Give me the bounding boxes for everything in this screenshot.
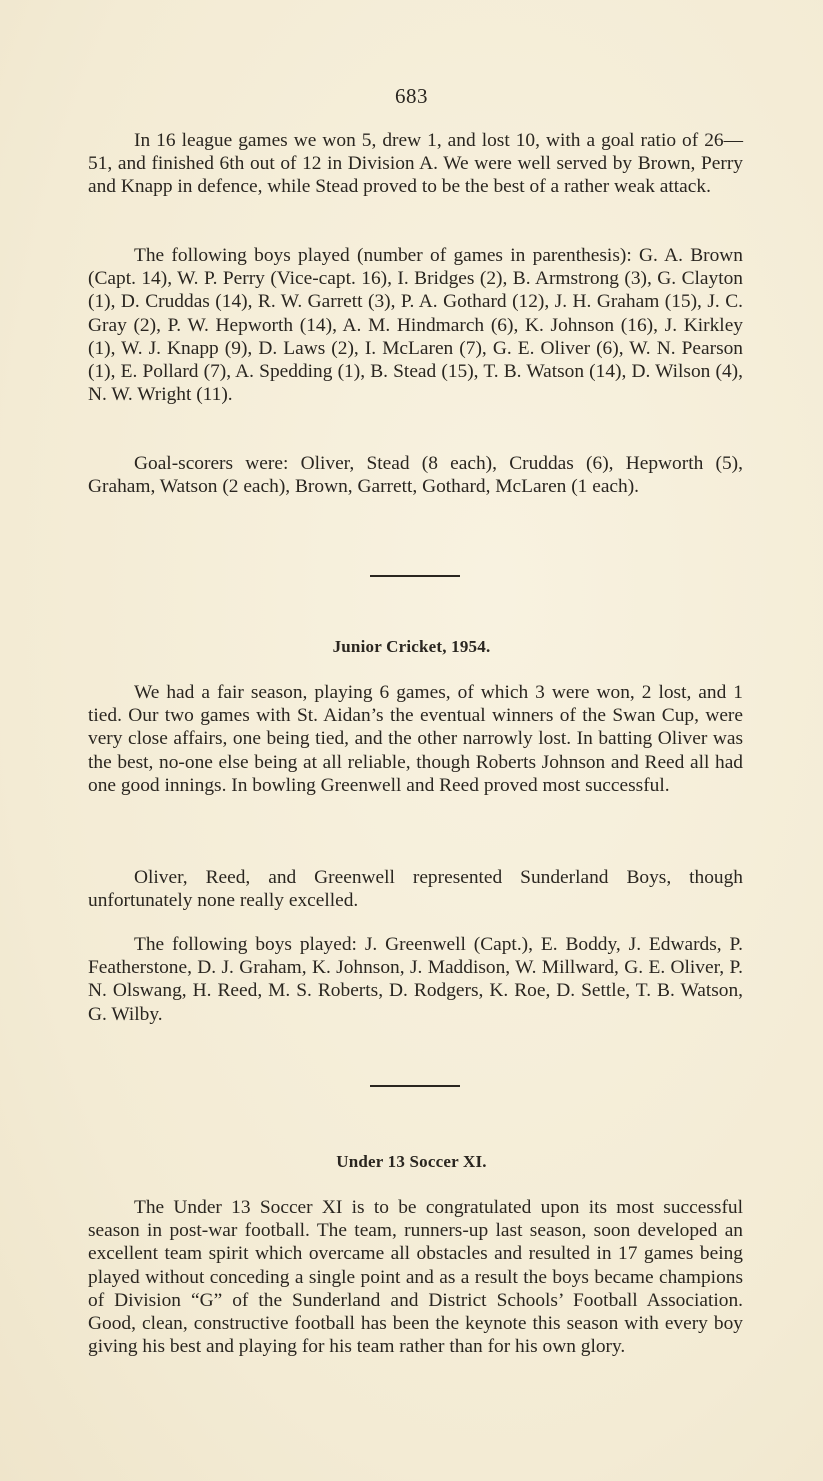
section-divider xyxy=(370,575,460,577)
paragraph-text: We had a fair season, playing 6 games, of which 3 were won, 2 lost, and 1 tied. Our two games with St. Aidan’s the eventual winners of the Swan Cup, were very close affairs, one being tied, and the other narrowly lost. In batting Oliver was the best, no-one else being at all reliable, though Roberts Johnson and Reed all had one good innings. In bowling Greenwell and Reed proved most successful. xyxy=(88,682,743,796)
paragraph-cricket-season xyxy=(88,681,743,797)
section-heading-under-13: Under 13 Soccer XI. xyxy=(336,1152,487,1171)
paragraph-text: In 16 league games we won 5, drew 1, and lost 10, with a goal ratio of 26—51, and finished 6th out of 12 in Division A. We were well served by Brown, Perry and Knapp in defence, while Stead proved to be the best of a rather weak attack. xyxy=(88,130,743,198)
paragraph-cricket-players xyxy=(88,933,743,1026)
paragraph-text: The following boys played: J. Greenwell (Capt.), E. Boddy, J. Edwards, P. Featherstone, D. J. Graham, K. Johnson, J. Maddison, W. Millward, G. E. Oliver, P. N. Olswang, H. Reed, M. S. Roberts, D. Rodgers, K. Roe, D. Settle, T. B. Watson, G. Wilby. xyxy=(88,934,743,1025)
paragraph-players-list xyxy=(88,244,743,406)
section-divider xyxy=(370,1085,460,1087)
section-heading-junior-cricket: Junior Cricket, 1954. xyxy=(332,637,491,656)
paragraph-text: The following boys played (number of games in parenthesis): G. A. Brown (Capt. 14), W. P. Perry (Vice-capt. 16), I. Bridges (2), B. Armstrong (3), G. Clayton (1), D. Cruddas (14), R. W. Garrett (3), P. A. Gothard (12), J. H. Graham (15), J. C. Gray (2), P. W. Hepworth (14), A. M. Hindmarch (6), K. Johnson (16), J. Kirkley (1), W. J. Knapp (9), D. Laws (2), I. McLaren (7), G. E. Oliver (6), W. N. Pearson (1), E. Pollard (7), A. Spedding (1), B. Stead (15), T. B. Watson (14), D. Wilson (4), N. W. Wright (11). xyxy=(88,245,743,406)
paragraph-text: Oliver, Reed, and Greenwell represented Sunderland Boys, though unfortunately none really excelled. xyxy=(88,867,743,912)
paragraph-league-results xyxy=(88,129,743,199)
paragraph-goal-scorers xyxy=(88,452,743,498)
paragraph-under-13-season xyxy=(88,1196,743,1358)
page-number: 683 xyxy=(395,84,428,108)
paragraph-sunderland-boys xyxy=(88,866,743,912)
paragraph-text: Goal-scorers were: Oliver, Stead (8 each), Cruddas (6), Hepworth (5), Graham, Watson (2 each), Brown, Garrett, Gothard, McLaren (1 each). xyxy=(88,453,743,498)
paragraph-text: The Under 13 Soccer XI is to be congratulated upon its most successful season in post-war football. The team, runners-up last season, soon developed an excellent team spirit which overcame all obstacles and resulted in 17 games being played without conceding a single point and as a result the boys became champions of Division “G” of the Sunderland and District Schools’ Football Association. Good, clean, constructive football has been the keynote this season with every boy giving his best and playing for his team rather than for his own glory. xyxy=(88,1197,743,1358)
